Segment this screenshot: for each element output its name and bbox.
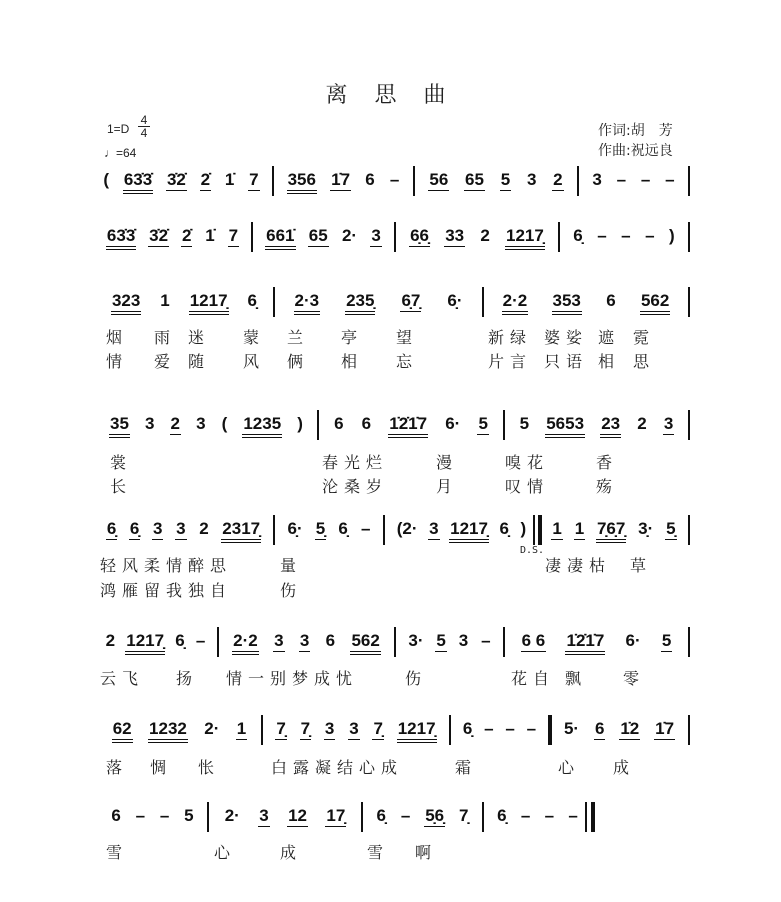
note-group: 7̣ — [373, 719, 383, 738]
note-group: 3 — [592, 170, 602, 189]
score-row — [0, 414, 781, 440]
bar-line — [577, 166, 579, 196]
measure — [511, 414, 682, 440]
note-group: – — [544, 806, 555, 825]
note-group: 5 — [519, 414, 530, 433]
lyric-text: 香 — [596, 453, 619, 472]
note-group: 3 — [663, 414, 674, 433]
note-group: – — [400, 806, 411, 825]
song-title: 离 思 曲 — [325, 83, 456, 108]
lyric-text: 伤 — [280, 581, 303, 600]
lyric-text: 啊 — [415, 843, 438, 862]
note-group: 63̇3̇ — [123, 170, 153, 194]
lyric-text: 叹情 — [505, 477, 550, 496]
lyric-text: 新绿 — [488, 328, 533, 347]
note-group: 3 — [458, 631, 469, 650]
bar-line — [449, 715, 451, 745]
note-group: – — [505, 719, 515, 738]
note-group: 6̣ — [106, 519, 117, 538]
note-group: 2 — [105, 631, 116, 650]
bar-line — [261, 715, 263, 745]
lyric-text: 风 — [243, 352, 266, 371]
bar-line — [585, 802, 587, 832]
note-group: 1217̣ — [449, 519, 489, 543]
lyric-text: 情 — [106, 352, 129, 371]
measure — [402, 631, 497, 657]
lyric-text: 殇 — [596, 477, 619, 496]
measure — [104, 806, 201, 832]
measure — [100, 519, 267, 545]
score-row — [0, 719, 781, 745]
note-group: 1̇7 — [331, 170, 351, 189]
lyric-text: 春光烂 — [322, 453, 389, 472]
lyric-text: 迷 — [188, 328, 211, 347]
note-group: 3 — [371, 226, 381, 245]
lyric-text: 遮 — [598, 328, 621, 347]
measure — [269, 719, 443, 745]
lyric-text: 裳 — [110, 453, 133, 472]
note-group: 17̣ — [326, 806, 346, 825]
note-group: 2 — [199, 519, 209, 538]
lyric-text: 成 — [280, 843, 303, 862]
note-group: 6̣ — [376, 806, 386, 825]
note-group: 3 — [526, 170, 537, 189]
note-group: 3 — [324, 719, 335, 738]
time-signature-bottom: 4 — [138, 126, 150, 139]
note-group: 7̣ — [276, 719, 286, 738]
bar-line — [591, 802, 595, 832]
lyric-text: 爱 — [154, 352, 177, 371]
note-group: 1217̣ — [397, 719, 437, 743]
bar-line — [688, 515, 690, 545]
lyric-text: 飘 — [565, 669, 588, 688]
lyric-text: 雪 — [367, 843, 390, 862]
note-group: 3 — [196, 414, 206, 433]
bar-line — [688, 222, 690, 252]
note-group: 562 — [640, 291, 670, 315]
note-group: 6 — [365, 170, 375, 189]
note-group: 3 — [145, 414, 155, 433]
note-group: 7 — [228, 226, 239, 245]
lyric-text: 兰 — [287, 328, 310, 347]
measure — [391, 519, 532, 545]
note-group: 6 — [361, 414, 372, 433]
bar-line — [482, 802, 484, 832]
note-group: 6̣ — [499, 519, 509, 538]
note-group: 6̣ — [338, 519, 348, 538]
bar-line — [273, 287, 275, 317]
measure — [100, 631, 211, 657]
lyric-text: 心 — [214, 843, 237, 862]
score-row — [0, 291, 781, 317]
note-group: 5653 — [545, 414, 585, 438]
bar-line — [688, 287, 690, 317]
lyric-text: 只语 — [544, 352, 589, 371]
note-group: 1 — [574, 519, 585, 538]
measure — [100, 226, 245, 252]
lyric-text: 相 — [598, 352, 621, 371]
note-group: 2317̣ — [221, 519, 261, 543]
note-group: 1235 — [242, 414, 282, 438]
measure — [325, 414, 497, 440]
lyric-text: 漫 — [436, 453, 459, 472]
bar-line — [688, 166, 690, 196]
bar-line — [272, 166, 274, 196]
score-row — [0, 806, 781, 832]
measure — [490, 291, 682, 317]
lyric-text: 草 — [630, 556, 653, 575]
note-group: – — [616, 170, 627, 189]
note-group: 6̣ — [129, 519, 140, 538]
note-group: 5 — [184, 806, 194, 825]
measure — [511, 631, 682, 657]
note-group: 6̣· — [287, 519, 303, 538]
note-group: 235̣ — [345, 291, 375, 315]
lyric-text: 雨 — [154, 328, 177, 347]
lyric-text: 亭 — [341, 328, 364, 347]
note-group: 6̣ — [175, 631, 185, 650]
measure — [585, 170, 682, 196]
measure — [546, 519, 682, 545]
note-group: – — [159, 806, 170, 825]
note-group: 33 — [445, 226, 465, 245]
note-group: – — [568, 806, 578, 825]
note-group: 323 — [111, 291, 141, 315]
note-group: 2·2 — [502, 291, 529, 315]
note-group: – — [484, 719, 494, 738]
note-group: 7 — [249, 170, 259, 189]
lyric-text: 成 — [613, 758, 636, 777]
time-signature-top: 4 — [140, 113, 148, 127]
lyric-text: 惆 — [150, 758, 173, 777]
note-group: 5̣ — [315, 519, 326, 538]
note-group: 2 — [480, 226, 490, 245]
note-group: 661̇ — [265, 226, 295, 250]
note-group: 1̇ — [224, 170, 235, 189]
note-group: – — [195, 631, 206, 650]
measure — [421, 170, 571, 196]
lyric-text: 雪 — [106, 843, 129, 862]
bar-line — [217, 627, 219, 657]
note-group: 3 — [299, 631, 310, 650]
note-group: 5 — [436, 631, 446, 650]
lyric-text: 思 — [633, 352, 656, 371]
note-group: 6̣· — [447, 291, 463, 310]
score-row — [0, 170, 781, 196]
note-group: 2̇ — [200, 170, 211, 189]
lyric-text: 长 — [110, 477, 133, 496]
note-group: 1 — [160, 291, 170, 310]
note-group: 356 — [287, 170, 317, 194]
note-group: 562 — [350, 631, 380, 655]
note-group: 1232 — [148, 719, 188, 743]
note-group: 1̇2̇1̇7 — [388, 414, 428, 438]
ds-mark: D.S. — [520, 545, 545, 556]
note-group: 3 — [274, 631, 284, 650]
note-group: 5 — [661, 631, 672, 650]
lyric-text: 凄凄枯 — [545, 556, 612, 575]
lyric-text: 忘 — [396, 352, 419, 371]
bar-line — [688, 715, 690, 745]
note-group: 12 — [288, 806, 307, 825]
measure — [369, 806, 476, 832]
note-group: 1̇2̇1̇7 — [565, 631, 605, 655]
tempo-mark: ♩=64 — [104, 146, 137, 160]
note-group: 1̇ — [205, 226, 215, 245]
measure — [281, 291, 476, 317]
note-group: 6 — [606, 291, 616, 310]
lyric-text: 量 — [280, 556, 303, 575]
bar-line — [383, 515, 385, 545]
bar-line — [688, 627, 690, 657]
note-group: 1 — [552, 519, 562, 538]
note-group: 2·3 — [294, 291, 321, 315]
note-group: 6 — [594, 719, 605, 738]
note-group: 2· — [204, 719, 220, 738]
note-group: 1̇2 — [620, 719, 640, 738]
note-group: 6 — [111, 806, 121, 825]
lyric-text: 霜 — [455, 758, 478, 777]
note-group: (2· — [396, 519, 418, 538]
bar-line — [503, 627, 505, 657]
note-group: 1217̣ — [505, 226, 545, 250]
measure — [556, 719, 682, 745]
note-group: 2·2 — [232, 631, 259, 655]
bar-line — [361, 802, 363, 832]
lyric-text: 云飞 — [100, 669, 145, 688]
note-group: ( — [221, 414, 228, 433]
lyric-text: 随 — [188, 352, 211, 371]
note-group: 3 — [349, 719, 359, 738]
bar-line — [251, 222, 253, 252]
bar-line — [558, 222, 560, 252]
bar-line — [548, 715, 552, 745]
note-group: 3· — [408, 631, 424, 650]
bar-line — [394, 222, 396, 252]
note-group: – — [526, 719, 537, 738]
lyric-text: 相 — [341, 352, 364, 371]
note-group: 1 — [236, 719, 247, 738]
note-group: 2 — [637, 414, 647, 433]
lyric-text: 轻风柔情醉思 — [100, 556, 233, 575]
note-group: ) — [520, 519, 527, 538]
note-group: 3̇2̇ — [149, 226, 169, 245]
lyric-text: 心 — [558, 758, 581, 777]
score-row — [0, 226, 781, 252]
note-group: 23 — [600, 414, 621, 438]
note-group: 6· — [445, 414, 461, 433]
score-row — [0, 631, 781, 657]
note-group: – — [135, 806, 146, 825]
lyric-text: 落 — [106, 758, 129, 777]
note-group: 3̣· — [638, 519, 654, 538]
note-group: 7̣ — [459, 806, 469, 825]
note-group: 6 6 — [521, 631, 546, 650]
note-group: 6 — [334, 414, 344, 433]
lyric-text: 烟 — [106, 328, 129, 347]
bar-line — [207, 802, 209, 832]
bar-line — [482, 287, 484, 317]
note-group: 353 — [552, 291, 582, 315]
note-group: 2 — [170, 414, 181, 433]
note-group: 6̣ — [247, 291, 257, 310]
measure — [104, 719, 255, 745]
note-group: – — [597, 226, 607, 245]
bar-line — [688, 410, 690, 440]
bar-line — [538, 515, 542, 545]
note-group: 6̣6̣ — [410, 226, 430, 245]
measure — [259, 226, 388, 252]
measure — [280, 170, 407, 196]
note-group: 7̣6̣7̣ — [596, 519, 626, 543]
note-group: – — [481, 631, 491, 650]
note-group: ) — [297, 414, 303, 433]
note-group: 2 — [553, 170, 563, 189]
note-group: – — [360, 519, 371, 538]
lyric-text: 望 — [396, 328, 419, 347]
note-group: 5· — [563, 719, 580, 738]
note-group: – — [640, 170, 651, 189]
lyric-text: 情一别梦成忧 — [226, 669, 359, 688]
note-group: 6· — [625, 631, 641, 650]
note-group: ) — [669, 226, 675, 245]
note-group: – — [389, 170, 400, 189]
note-group: 6̣ — [497, 806, 507, 825]
note-group: 3 — [176, 519, 186, 538]
note-group: – — [520, 806, 531, 825]
measure — [457, 719, 542, 745]
time-signature — [138, 114, 150, 139]
note-group: – — [665, 170, 675, 189]
score-row — [0, 519, 781, 545]
bar-line — [413, 166, 415, 196]
note-group: 7̣ — [300, 719, 311, 738]
note-group: 63̇3̇ — [106, 226, 136, 250]
lyric-text: 霓 — [633, 328, 656, 347]
measure — [566, 226, 682, 252]
note-group: 3 — [429, 519, 439, 538]
measure — [402, 226, 552, 252]
bar-line — [533, 515, 535, 545]
measure — [490, 806, 585, 832]
composer-credit: 作曲:祝远良 — [598, 143, 673, 159]
measure — [215, 806, 355, 832]
note-group: 6 — [325, 631, 336, 650]
lyric-text: 扬 — [176, 669, 199, 688]
note-group: 3 — [259, 806, 269, 825]
note-group: 3̇2̇ — [166, 170, 186, 189]
lyricist-credit: 作词:胡 芳 — [598, 123, 673, 139]
note-group: 65 — [308, 226, 328, 245]
measure — [96, 170, 266, 196]
note-group: 6̣7̣ — [401, 291, 421, 310]
lyric-text: 月 — [436, 477, 459, 496]
note-group: 65 — [465, 170, 484, 189]
lyric-text: 蒙 — [243, 328, 266, 347]
note-group: – — [621, 226, 631, 245]
note-group: 3 — [153, 519, 163, 538]
bar-line — [273, 515, 275, 545]
measure — [102, 291, 267, 317]
lyric-text: 俩 — [287, 352, 310, 371]
measure — [281, 519, 377, 545]
note-group: 6̣ — [573, 226, 583, 245]
note-group: 5̣ — [666, 519, 676, 538]
lyric-text: 嗅花 — [505, 453, 550, 472]
note-group: 2̇ — [181, 226, 192, 245]
key-signature: 1=D — [107, 122, 130, 136]
note-group: 6̣ — [462, 719, 473, 738]
lyric-text: 片言 — [488, 352, 533, 371]
lyric-text: 怅 — [198, 758, 221, 777]
bar-line — [503, 410, 505, 440]
lyric-text: 沦桑岁 — [322, 477, 389, 496]
note-group: 1217̣ — [125, 631, 165, 655]
note-group: 2· — [341, 226, 358, 245]
lyric-text: 伤 — [405, 669, 428, 688]
measure — [225, 631, 388, 657]
lyric-text: 鸿雁留我独自 — [100, 581, 233, 600]
note-group: 1217̣ — [189, 291, 229, 315]
lyric-text: 白露凝结心成 — [271, 758, 404, 777]
note-group: 56 — [429, 170, 449, 189]
note-group: 62 — [112, 719, 133, 743]
note-group: 35 — [109, 414, 130, 438]
bar-line — [394, 627, 396, 657]
lyric-text: 花自 — [511, 669, 556, 688]
note-group: – — [645, 226, 655, 245]
note-group: 1̇7 — [655, 719, 675, 738]
lyric-text: 婆娑 — [544, 328, 589, 347]
bar-line — [317, 410, 319, 440]
measure — [102, 414, 311, 440]
note-group: 5̣6̣ — [425, 806, 445, 825]
lyric-text: 零 — [623, 669, 646, 688]
note-group: 2· — [224, 806, 240, 825]
note-group: 5 — [500, 170, 511, 189]
note-group: 5 — [478, 414, 488, 433]
note-group: ( — [103, 170, 110, 189]
